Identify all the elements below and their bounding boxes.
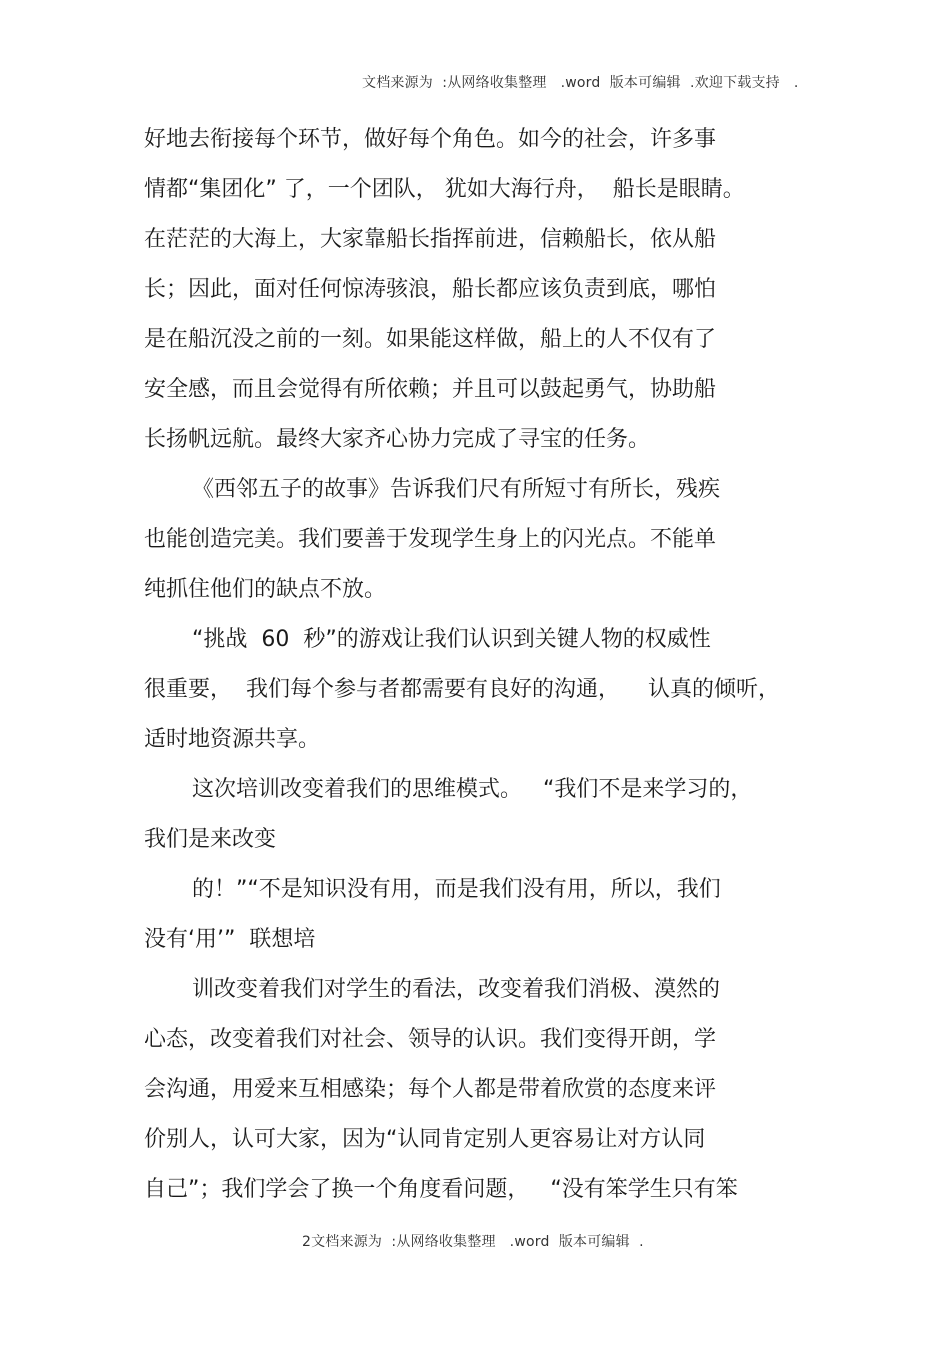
text-line: 我们是来改变 [144,827,277,852]
text-line: 训改变着我们对学生的看法，改变着我们消极、漠然的 [192,977,721,1002]
text-line: 适时地资源共享。 [144,727,321,752]
text-line: “挑战 60 秒”的游戏让我们认识到关键人物的权威性 [192,627,711,652]
page-header: 文档来源为 :从网络收集整理 .word 版本可编辑 .欢迎下载支持 . [362,75,799,91]
text-line: 很重要， 我们每个参与者都需要有良好的沟通， 认真的倾听， [144,677,780,702]
text-line: 会沟通，用爱来互相感染；每个人都是带着欣赏的态度来评 [144,1077,717,1102]
text-line: 的！”“不是知识没有用，而是我们没有用，所以，我们 [192,877,721,902]
text-line: 《西邻五子的故事》告诉我们尺有所短寸有所长，残疾 [192,477,721,502]
text-line: 是在船沉没之前的一刻。如果能这样做，船上的人不仅有了 [144,327,717,352]
text-line: 情都“集团化” 了，一个团队， 犹如大海行舟， 船长是眼睛。 [144,177,745,202]
text-line: 长；因此，面对任何惊涛骇浪，船长都应该负责到底，哪怕 [144,277,717,302]
text-line: 纯抓住他们的缺点不放。 [144,577,387,602]
page-footer: 2文档来源为 :从网络收集整理 .word 版本可编辑 . [302,1234,644,1250]
text-line: 心态，改变着我们对社会、领导的认识。我们变得开朗，学 [144,1027,717,1052]
text-line: 价别人，认可大家，因为“认同肯定别人更容易让对方认同 [144,1127,706,1152]
text-line: 安全感，而且会觉得有所依赖；并且可以鼓起勇气，协助船 [144,377,717,402]
text-line: 也能创造完美。我们要善于发现学生身上的闪光点。不能单 [144,527,717,552]
text-line: 自己”；我们学会了换一个角度看问题， “没有笨学生只有笨 [144,1177,738,1202]
text-line: 没有‘用’” 联想培 [144,927,316,952]
text-line: 在茫茫的大海上，大家靠船长指挥前进，信赖船长，依从船 [144,227,717,252]
text-line: 这次培训改变着我们的思维模式。 “我们不是来学习的， [192,777,753,802]
text-line: 好地去衔接每个环节，做好每个角色。如今的社会，许多事 [144,127,717,152]
text-line: 长扬帆远航。最终大家齐心协力完成了寻宝的任务。 [144,427,651,452]
